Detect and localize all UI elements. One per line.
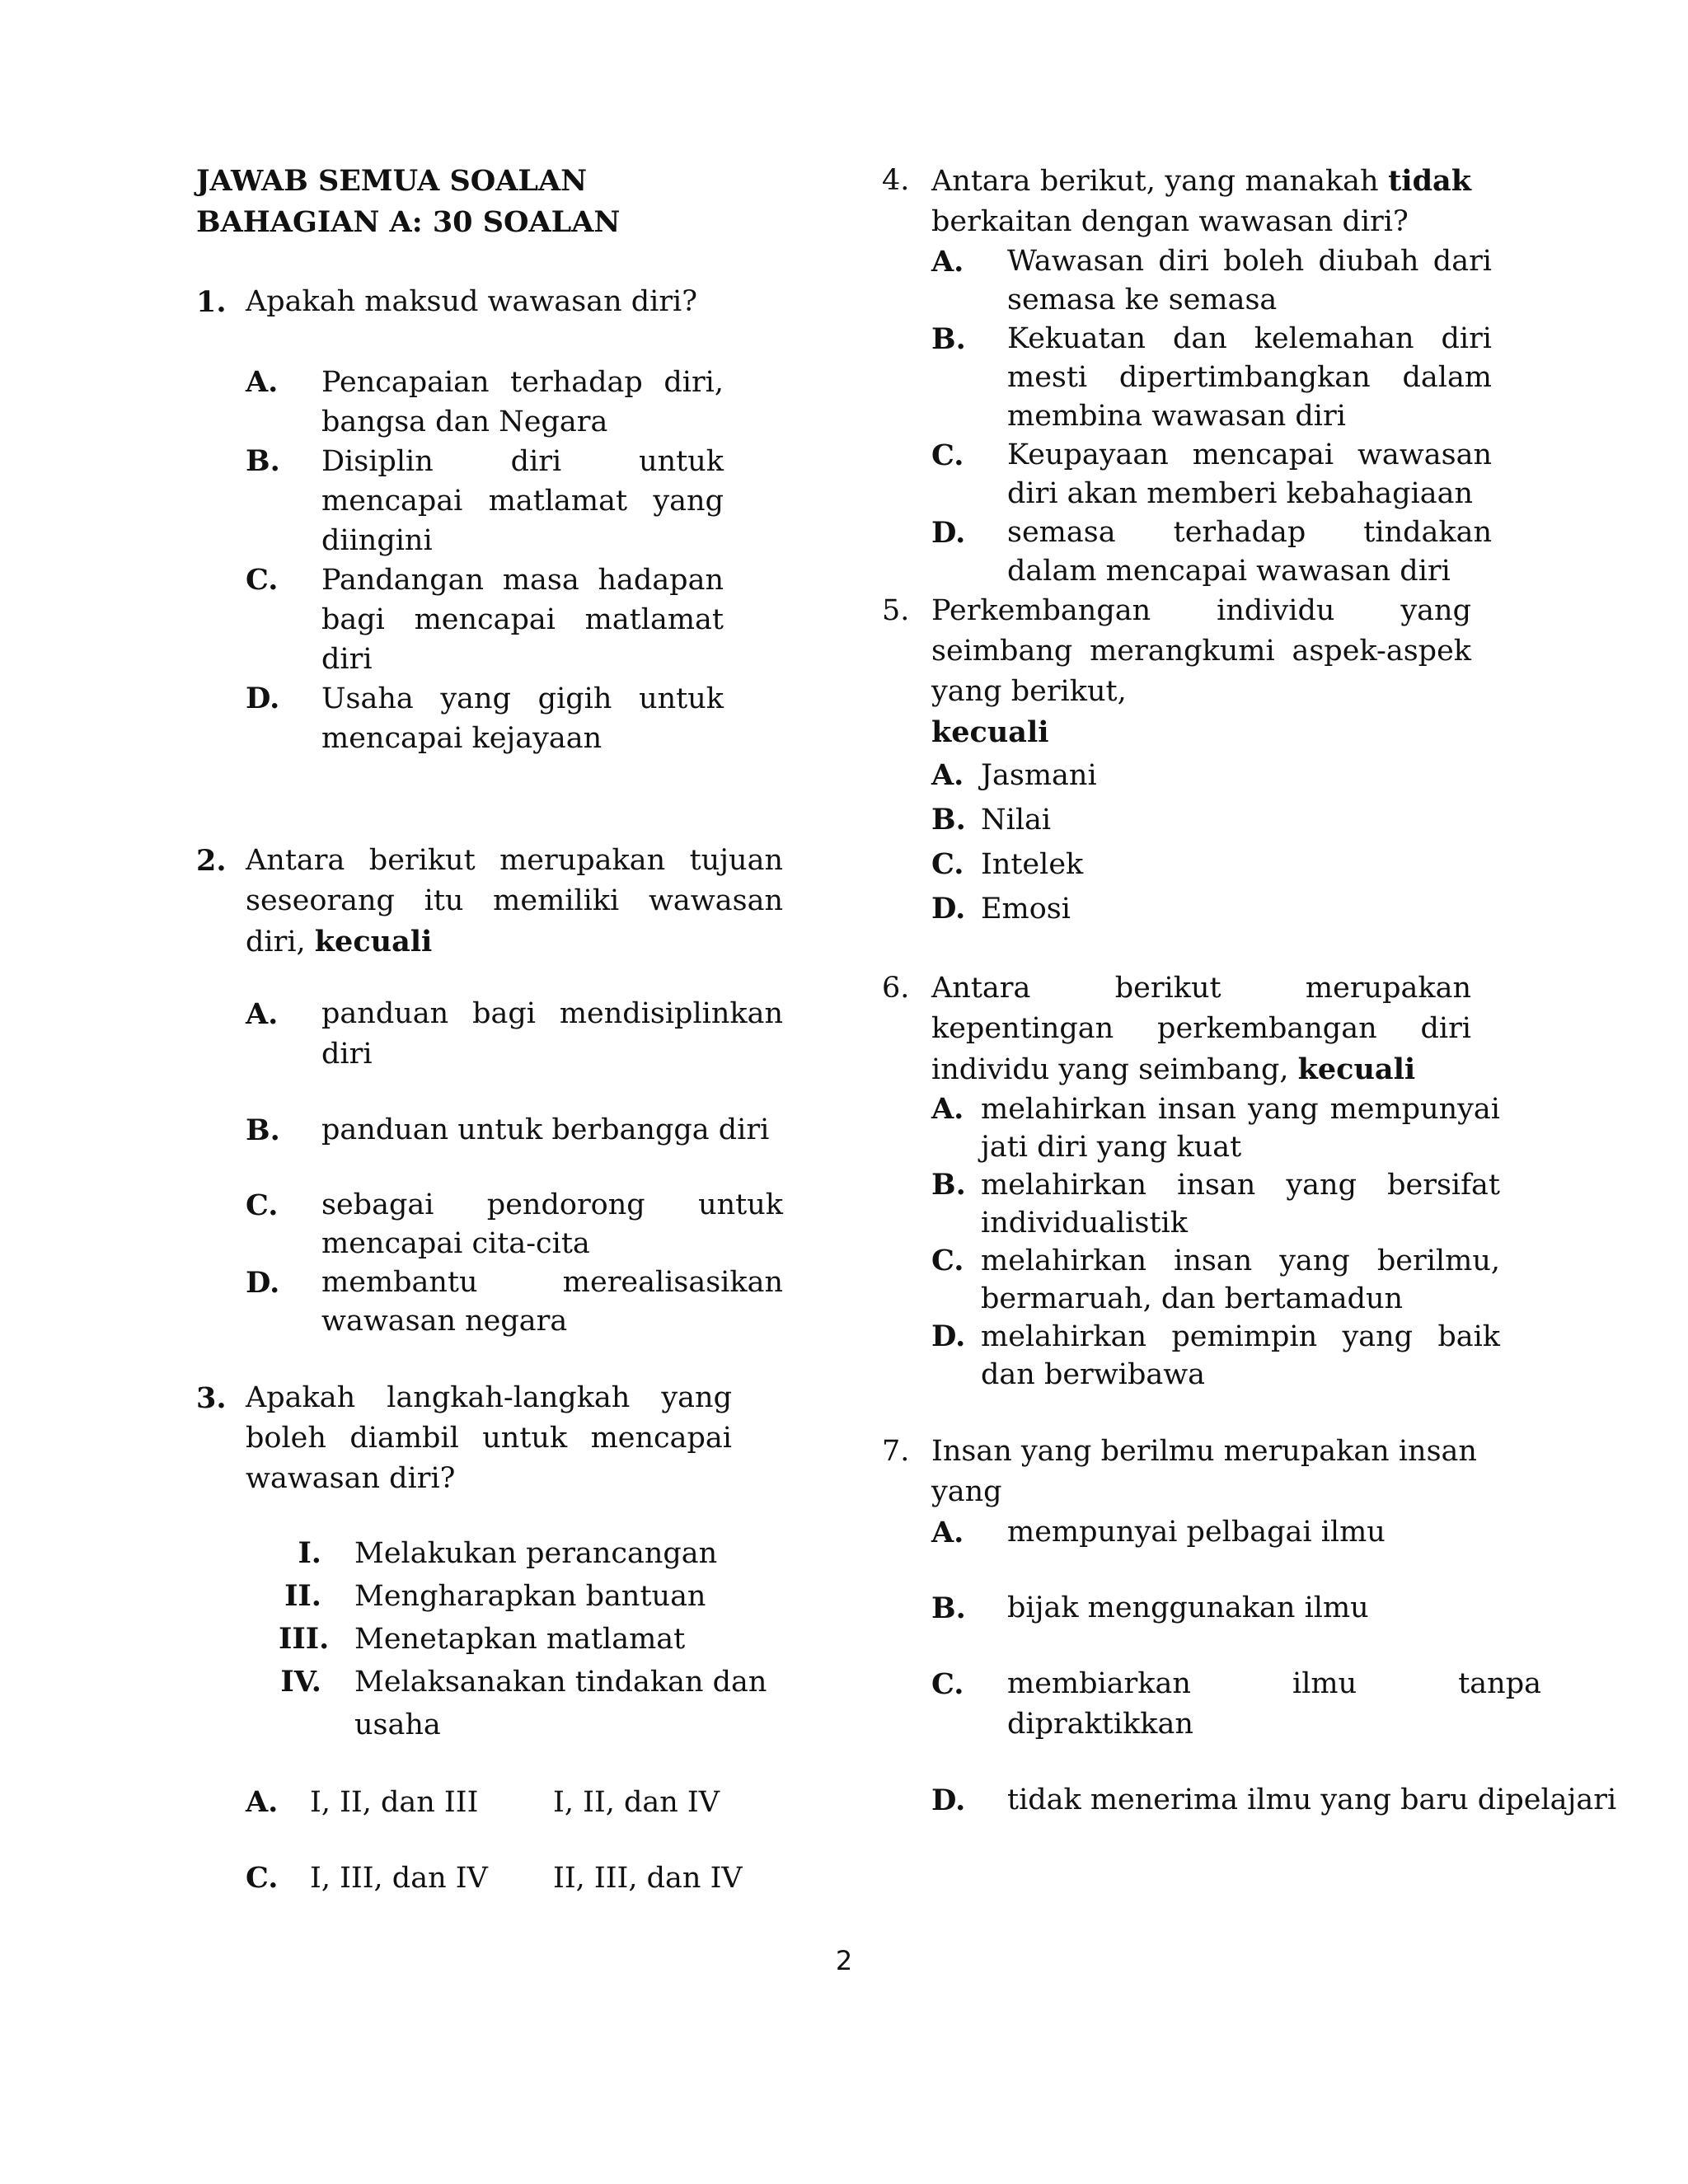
- option-text: Pandangan masa hadapan bagi mencapai matlamat diri: [321, 564, 724, 676]
- option-text: membiarkan ilmu tanpa dipraktikkan: [1007, 1667, 1541, 1741]
- option-c[interactable]: [246, 1186, 783, 1263]
- option-label: C.: [931, 847, 964, 881]
- option-a[interactable]: [246, 994, 783, 1075]
- option-text: semasa terhadap tindakan dalam mencapai wawasan diri: [1007, 516, 1492, 588]
- option-d[interactable]: [246, 1263, 783, 1341]
- question-5: [882, 591, 1471, 931]
- statement-label: II.: [284, 1579, 321, 1613]
- question-body-end: berkaitan dengan wawasan diri?: [931, 205, 1409, 238]
- statement-text: Mengharapkan bantuan: [354, 1580, 706, 1613]
- option-a[interactable]: [931, 753, 1471, 798]
- page-number: 2: [835, 1945, 853, 1976]
- option-b[interactable]: [246, 1110, 783, 1151]
- statement-label: I.: [298, 1536, 321, 1570]
- option-text: melahirkan insan yang berilmu, bermaruah, dan bertamadun: [981, 1244, 1500, 1315]
- option-a[interactable]: [246, 363, 724, 442]
- option-text: Disiplin diri untuk mencapai matlamat yang diingini: [321, 445, 724, 557]
- option-text: tidak menerima ilmu yang baru dipelajari: [1007, 1783, 1617, 1816]
- option-text: membantu merealisasikan wawasan negara: [321, 1266, 783, 1338]
- question-2: [196, 841, 783, 1341]
- section-heading: BAHAGIAN A: 30 SOALAN: [196, 205, 621, 239]
- option-label: C.: [931, 438, 964, 472]
- option-text: Jasmani: [981, 759, 1097, 792]
- question-body: Antara berikut merupakan kepentingan perkembangan diri individu yang seimbang,: [931, 972, 1471, 1086]
- option-a-text: I, II, dan III: [310, 1786, 479, 1819]
- option-label: D.: [246, 1266, 280, 1300]
- option-label: B.: [931, 1591, 966, 1625]
- question-body: Insan yang berilmu merupakan insan: [931, 1435, 1477, 1468]
- option-label: D.: [931, 892, 966, 926]
- option-c[interactable]: [931, 842, 1471, 887]
- option-label: D.: [246, 682, 280, 715]
- option-text: Kekuatan dan kelemahan diri mesti dipertimbangkan dalam membina wawasan diri: [1007, 322, 1492, 433]
- option-text: panduan untuk berbangga diri: [321, 1113, 770, 1146]
- option-d[interactable]: [246, 679, 724, 758]
- question-3: [196, 1378, 783, 1900]
- option-c[interactable]: [931, 1664, 1541, 1745]
- option-b-text: I, II, dan IV: [553, 1786, 720, 1819]
- option-label: A.: [931, 1092, 964, 1126]
- option-text: Pencapaian terhadap diri, bangsa dan Negara: [321, 366, 724, 438]
- question-7: [882, 1432, 1617, 1821]
- option-label: B.: [931, 803, 966, 837]
- question-text: [246, 841, 783, 963]
- question-text: Apakah maksud wawasan diri?: [246, 285, 698, 318]
- option-d[interactable]: [931, 1318, 1500, 1394]
- question-1: [196, 282, 724, 758]
- option-text: Usaha yang gigih untuk mencapai kejayaan: [321, 682, 724, 755]
- statement-text: Melakukan perancangan: [354, 1537, 718, 1570]
- option-b[interactable]: [931, 1588, 1541, 1629]
- option-text: Emosi: [981, 893, 1071, 926]
- question-number: 2.: [196, 844, 227, 878]
- option-b[interactable]: [931, 320, 1492, 436]
- option-text: mempunyai pelbagai ilmu: [1007, 1516, 1386, 1549]
- option-c[interactable]: [931, 436, 1492, 513]
- option-label: B.: [246, 444, 280, 478]
- option-b[interactable]: [931, 798, 1471, 842]
- question-number: 3.: [196, 1381, 227, 1415]
- question-4: [882, 161, 1492, 591]
- option-d[interactable]: [931, 1780, 1617, 1821]
- question-6: [882, 968, 1500, 1394]
- question-body-end: yang: [931, 1475, 1002, 1508]
- statement-iii: [246, 1618, 783, 1661]
- option-a[interactable]: [931, 242, 1492, 320]
- question-body: Antara berikut, yang manakah: [931, 165, 1379, 198]
- option-a[interactable]: [931, 1512, 1541, 1553]
- option-text: Wawasan diri boleh diubah dari semasa ke semasa: [1007, 245, 1492, 316]
- option-text: melahirkan insan yang mempunyai jati diri yang kuat: [981, 1093, 1500, 1164]
- option-text: melahirkan insan yang bersifat individualistik: [981, 1169, 1500, 1240]
- option-label: B.: [931, 322, 966, 356]
- statement-iv: [246, 1661, 783, 1746]
- option-label: C.: [246, 563, 279, 597]
- option-label: A.: [246, 997, 279, 1031]
- question-emphasis: kecuali: [931, 715, 1049, 749]
- option-text: panduan bagi mendisiplinkan diri: [321, 997, 783, 1071]
- statement-label: III.: [279, 1622, 330, 1656]
- question-emphasis: kecuali: [1297, 1052, 1416, 1086]
- question-body: Perkembangan individu yang seimbang merangkumi aspek-aspek yang berikut,: [931, 594, 1471, 708]
- option-c[interactable]: [931, 1242, 1500, 1318]
- instruction-heading: JAWAB SEMUA SOALAN: [196, 164, 588, 198]
- option-label: C.: [246, 1861, 279, 1895]
- option-label: B.: [931, 1168, 966, 1202]
- question-text: [931, 1432, 1541, 1512]
- statement-i: [246, 1532, 783, 1575]
- option-d[interactable]: [931, 887, 1471, 931]
- option-label: A.: [931, 758, 964, 792]
- question-text: [931, 161, 1492, 242]
- option-text: melahirkan pemimpin yang baik dan berwibawa: [981, 1320, 1500, 1391]
- option-b[interactable]: [246, 442, 724, 560]
- question-emphasis: kecuali: [314, 925, 433, 958]
- option-label: D.: [931, 1319, 966, 1353]
- option-c-text: I, III, dan IV: [310, 1862, 488, 1895]
- statement-text: Menetapkan matlamat: [354, 1623, 686, 1656]
- option-d-text: II, III, dan IV: [553, 1862, 743, 1895]
- option-c[interactable]: [246, 560, 724, 679]
- statement-text: Melaksanakan tindakan dan usaha: [354, 1666, 767, 1741]
- statement-label: IV.: [280, 1665, 321, 1699]
- question-body: Antara berikut merupakan tujuan seseorang itu memiliki wawasan diri,: [246, 844, 783, 958]
- option-label: A.: [246, 365, 279, 399]
- question-text: [931, 968, 1471, 1090]
- option-label: C.: [246, 1188, 279, 1222]
- question-number: 6.: [882, 972, 910, 1005]
- option-d[interactable]: [931, 513, 1492, 591]
- question-number: 7.: [882, 1435, 910, 1468]
- option-text: sebagai pendorong untuk mencapai cita-cita: [321, 1188, 783, 1260]
- option-text: Nilai: [981, 804, 1052, 837]
- option-label: C.: [931, 1244, 964, 1277]
- option-a[interactable]: [931, 1090, 1500, 1166]
- question-number: 4.: [882, 164, 910, 197]
- option-text: Keupayaan mencapai wawasan diri akan memberi kebahagiaan: [1007, 438, 1492, 510]
- option-b[interactable]: [931, 1166, 1500, 1242]
- option-text: bijak menggunakan ilmu: [1007, 1591, 1369, 1624]
- option-text: Intelek: [981, 848, 1084, 881]
- option-label: D.: [931, 1783, 966, 1817]
- left-column: [196, 161, 839, 1900]
- option-label: A.: [931, 1516, 964, 1549]
- answer-row-1[interactable]: [246, 1781, 783, 1824]
- option-label: A.: [246, 1785, 279, 1819]
- question-number: 5.: [882, 594, 910, 627]
- question-emphasis: tidak: [1388, 164, 1471, 198]
- option-label: B.: [246, 1113, 280, 1147]
- question-number: 1.: [196, 285, 227, 319]
- option-label: A.: [931, 245, 964, 279]
- right-column: [882, 161, 1617, 1821]
- option-label: C.: [931, 1667, 964, 1701]
- statement-ii: [246, 1575, 783, 1618]
- question-text: Apakah langkah-langkah yang boleh diambil untuk mencapai wawasan diri?: [246, 1381, 732, 1495]
- answer-row-2[interactable]: [246, 1857, 783, 1900]
- option-label: D.: [931, 516, 966, 550]
- question-text: [931, 591, 1471, 753]
